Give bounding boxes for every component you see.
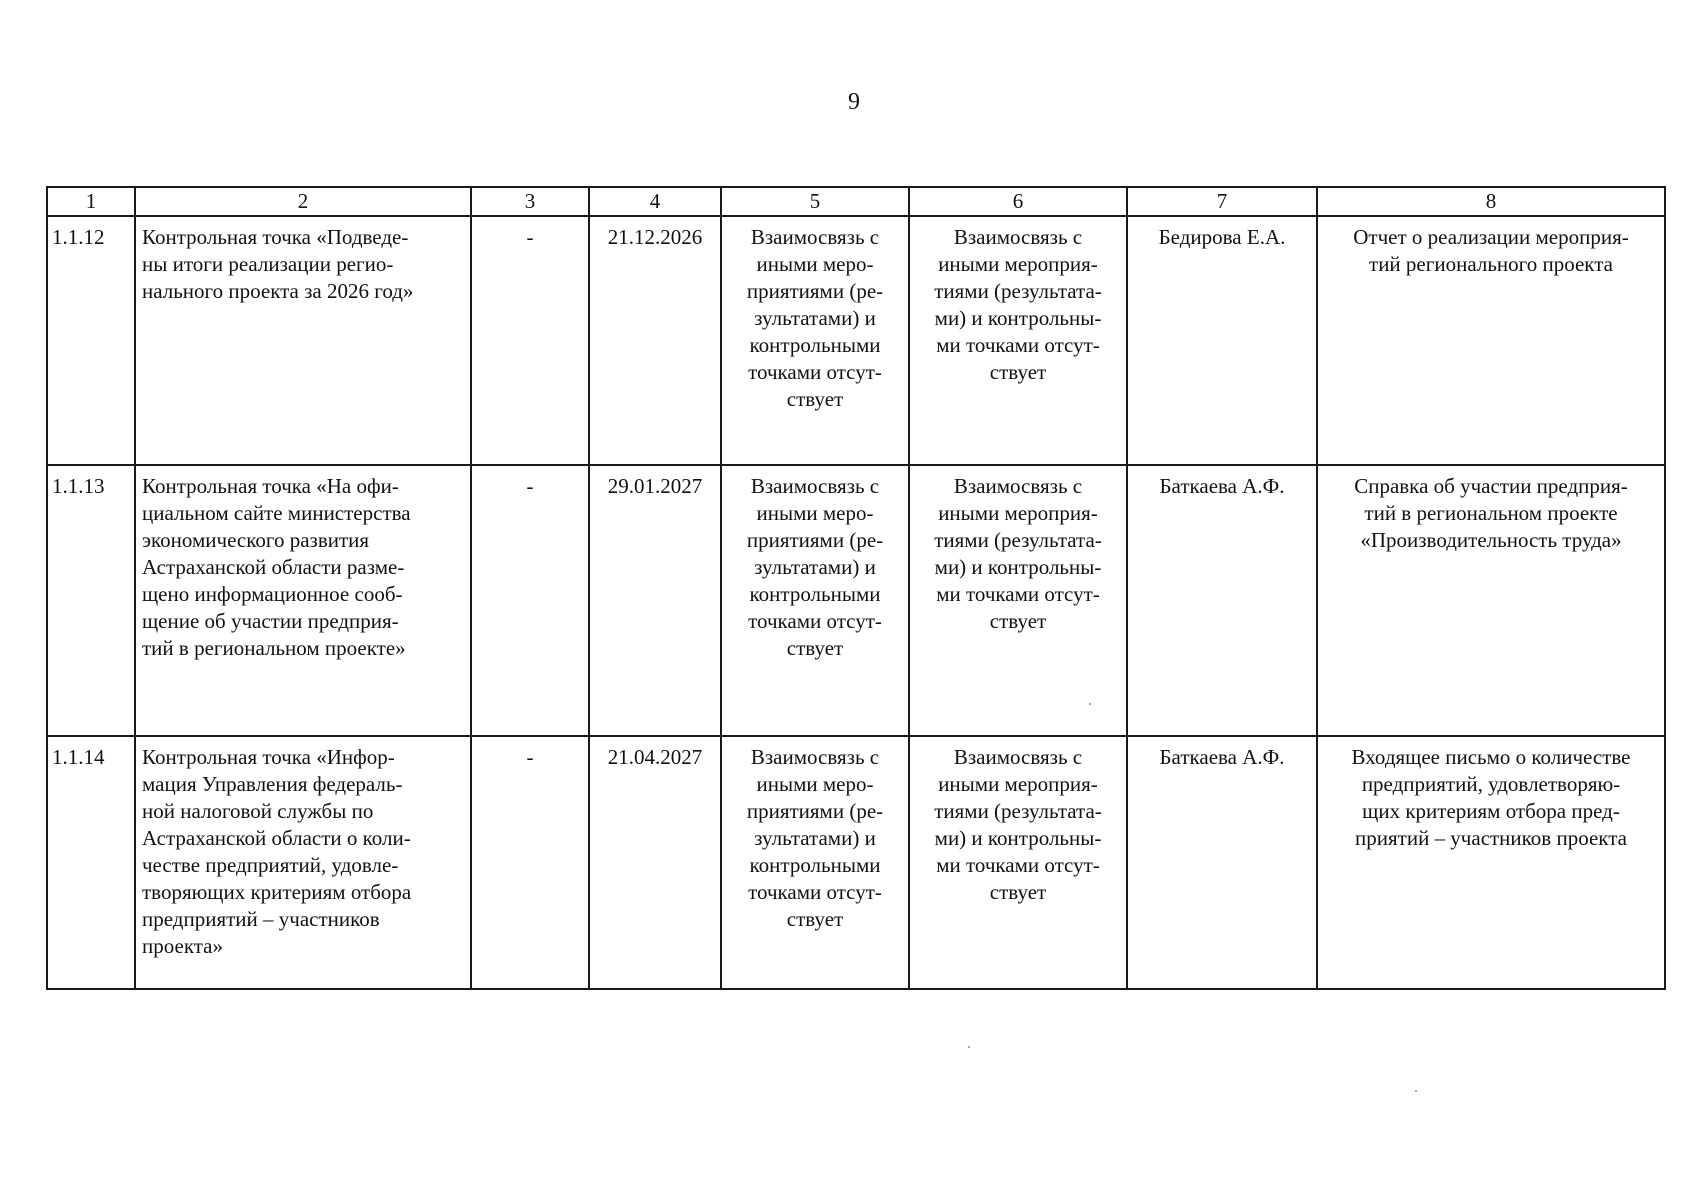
table-header-row (47, 187, 1665, 216)
header-col-4: 4 (589, 187, 721, 216)
header-col-8: 8 (1317, 187, 1665, 216)
relation-cell: Взаимосвязь с иными меро- приятиями (ре- зультатами) и контрольными точками отсут- ствует (721, 216, 909, 465)
document-cell: Входящее письмо о количестве предприятий, удовлетворяю- щих критериям отбора пред- приятий – участников проекта (1317, 736, 1665, 989)
control-point-name-cell: Контрольная точка «Инфор- мация Управления федераль- ной налоговой службы по Астраханской области о коли- честве предприятий, удовле- творяющих критериям отбора предприятий – участников проекта» (135, 736, 471, 989)
responsible-cell: Бедирова Е.А. (1127, 216, 1317, 465)
control-point-name-cell: Контрольная точка «На офи- циальном сайте министерства экономического развития Астраханской области разме- щено информационное сооб- щение об участии предприя- тий в региональном проекте» (135, 465, 471, 736)
relation-cell: Взаимосвязь с иными меро- приятиями (ре- зультатами) и контрольными точками отсут- ствует (721, 465, 909, 736)
header-col-3: 3 (471, 187, 589, 216)
header-col-2: 2 (135, 187, 471, 216)
row-number-cell: 1.1.12 (47, 216, 135, 465)
document-cell: Справка об участии предприя- тий в региональном проекте «Производительность труда» (1317, 465, 1665, 736)
relation-detail-cell: Взаимосвязь с иными мероприя- тиями (результата- ми) и контрольны- ми точками отсут- ствует (909, 736, 1127, 989)
col3-cell: - (471, 736, 589, 989)
date-cell: 21.12.2026 (589, 216, 721, 465)
date-cell: 29.01.2027 (589, 465, 721, 736)
col3-cell: - (471, 216, 589, 465)
row-number-cell: 1.1.14 (47, 736, 135, 989)
control-points-table (46, 186, 1666, 990)
table-row (47, 465, 1665, 736)
responsible-cell: Баткаева А.Ф. (1127, 465, 1317, 736)
row-number-cell: 1.1.13 (47, 465, 135, 736)
col3-cell: - (471, 465, 589, 736)
header-col-6: 6 (909, 187, 1127, 216)
relation-detail-cell: Взаимосвязь с иными мероприя- тиями (результата- ми) и контрольны- ми точками отсут- ствует (909, 216, 1127, 465)
responsible-cell: Баткаева А.Ф. (1127, 736, 1317, 989)
document-cell: Отчет о реализации мероприя- тий регионального проекта (1317, 216, 1665, 465)
table-row (47, 216, 1665, 465)
header-col-5: 5 (721, 187, 909, 216)
relation-detail-cell: Взаимосвязь с иными мероприя- тиями (результата- ми) и контрольны- ми точками отсут- ствует (909, 465, 1127, 736)
control-point-name-cell: Контрольная точка «Подведе- ны итоги реализации регио- нального проекта за 2026 год» (135, 216, 471, 465)
header-col-7: 7 (1127, 187, 1317, 216)
scan-speck (1415, 1090, 1417, 1092)
date-cell: 21.04.2027 (589, 736, 721, 989)
page-number: 9 (848, 89, 860, 115)
header-col-1: 1 (47, 187, 135, 216)
table-row (47, 736, 1665, 989)
scan-speck (1089, 703, 1091, 705)
scan-speck (968, 1046, 970, 1048)
relation-cell: Взаимосвязь с иными меро- приятиями (ре- зультатами) и контрольными точками отсут- ствует (721, 736, 909, 989)
